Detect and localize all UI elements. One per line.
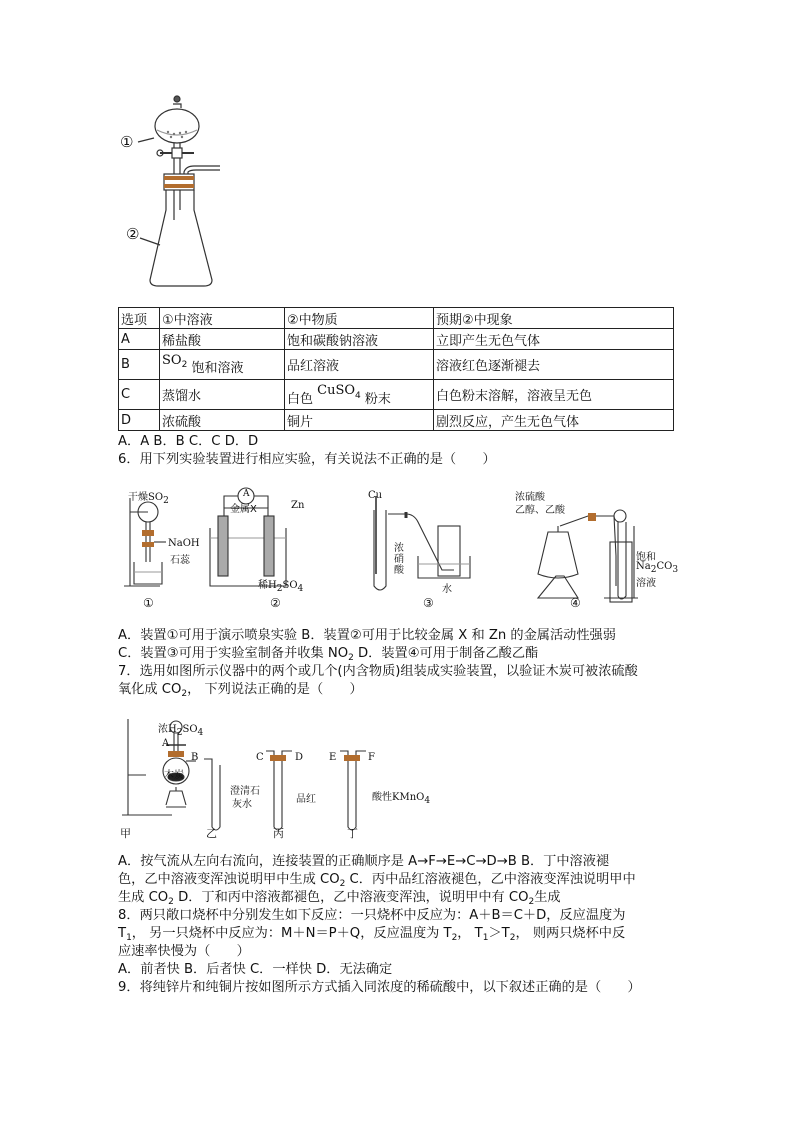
cell-phenomenon: 溶液红色逐渐褪去 xyxy=(434,350,674,380)
d3-number: ③ xyxy=(423,596,434,610)
d1-naoh-label: NaOH xyxy=(168,538,200,549)
cell-substance: 饱和碳酸钠溶液 xyxy=(285,329,434,350)
q6-stem: 6．用下列实验装置进行相应实验，有关说法不正确的是（ ） xyxy=(118,452,496,467)
d3-cu-label: Cu xyxy=(368,490,383,501)
d4-reagents-label-1: 浓硫酸 xyxy=(515,492,545,503)
q7-label-bing: 丙 xyxy=(273,827,284,840)
cell-option: B xyxy=(119,350,160,380)
q8-stem-line-3: 应速率快慢为（ ） xyxy=(118,944,250,959)
cell-option: C xyxy=(119,380,160,410)
q6-option-line-2: C．装置③可用于实验室制备并收集 $NO_2$ D．装置④可用于制备乙酸乙酯 xyxy=(118,646,539,663)
header-substance: ②中物质 xyxy=(285,308,434,329)
cell-solution: 稀盐酸 xyxy=(160,329,285,350)
q7-option-line-3: 生成 $CO_2$ D．丁和丙中溶液都褪色，乙中溶液变浑浊，说明甲中有 $CO_2$生成 xyxy=(118,890,561,907)
d2-zn-label: Zn xyxy=(291,500,305,511)
cell-substance: 白色 CuSO4 粉末 xyxy=(285,380,434,410)
q7-label-a: A xyxy=(162,738,170,749)
header-phenomenon: 预期②中现象 xyxy=(434,308,674,329)
q6-option-line-1: A．装置①可用于演示喷泉实验 B．装置②可用于比较金属 X 和 Zn 的金属活动性强弱 xyxy=(118,628,616,643)
label-2: ② xyxy=(126,225,140,243)
d1-number: ① xyxy=(143,596,154,610)
q5-answer-choices: A．A B．B C．C D．D xyxy=(118,434,259,449)
q7-fuchsin-label: 品红 xyxy=(296,794,316,805)
cell-solution: SO2 饱和溶液 xyxy=(160,350,285,380)
d2-number: ② xyxy=(270,596,281,610)
d4-number: ④ xyxy=(570,596,581,610)
cell-solution: 蒸馏水 xyxy=(160,380,285,410)
d2-acid-label: 稀H2SO4 xyxy=(258,580,304,594)
d4-saturated-label-2: Na2CO3 xyxy=(636,561,679,575)
table-row xyxy=(119,380,674,410)
cell-option: A xyxy=(119,329,160,350)
q7-limewater-label-1: 澄清石 xyxy=(230,786,260,797)
label-1: ① xyxy=(120,133,134,151)
cell-substance: 品红溶液 xyxy=(285,350,434,380)
cell-solution: 浓硫酸 xyxy=(160,410,285,431)
ammeter-icon: A xyxy=(243,489,250,499)
d4-reagents-label-2: 乙醇、乙酸 xyxy=(515,505,565,516)
q8-stem-line-2: $T_1$， 另一只烧杯中反应为：M＋N＝P＋Q，反应温度为 $T_2$， $T_1>T_2$， 则两只烧杯中反 xyxy=(118,926,626,943)
q7-charcoal-label: 木炭 xyxy=(164,770,184,781)
table-row xyxy=(119,350,674,380)
table-header-row xyxy=(119,308,674,329)
d1-litmus-label: 石蕊 xyxy=(170,555,190,566)
q7-acid-label: 浓H2SO4 xyxy=(158,724,204,738)
d1-dry-so2-label: 干燥SO2 xyxy=(128,492,169,506)
header-solution: ①中溶液 xyxy=(160,308,285,329)
q7-label-yi: 乙 xyxy=(206,827,217,840)
q7-label-c: C xyxy=(256,752,264,763)
q7-option-line-2: 色，乙中溶液变浑浊说明甲中生成 $CO_2$ C．丙中品红溶液褪色，乙中溶液变浑浊说明甲中 xyxy=(118,872,636,889)
cell-substance: 铜片 xyxy=(285,410,434,431)
q8-answer-choices: A．前者快 B．后者快 C．一样快 D．无法确定 xyxy=(118,962,393,977)
d2-metal-x-label: 金属X xyxy=(230,504,257,515)
q7-stem-line-1: 7．选用如图所示仪器中的两个或几个(内含物质)组装成实验装置，以验证木炭可被浓硫酸 xyxy=(118,664,638,679)
table-row xyxy=(119,329,674,350)
cell-option: D xyxy=(119,410,160,431)
d4-saturated-label-3: 溶液 xyxy=(636,578,656,589)
q7-stem-line-2: 氧化成 $CO_2$， 下列说法正确的是（ ） xyxy=(118,682,363,699)
d3-acid-label: 浓硝酸 xyxy=(394,543,404,576)
table-row xyxy=(119,410,674,431)
cell-phenomenon: 剧烈反应，产生无色气体 xyxy=(434,410,674,431)
q7-label-f: F xyxy=(368,752,375,763)
header-option: 选项 xyxy=(119,308,160,329)
q7-label-e: E xyxy=(329,752,337,763)
apparatus-figure-1 xyxy=(110,90,240,290)
d4-saturated-label-1: 饱和 xyxy=(636,552,656,563)
q7-label-ding: 丁 xyxy=(347,827,358,840)
d3-water-label: 水 xyxy=(442,584,452,595)
q7-option-line-1: A．按气流从左向右流向，连接装置的正确顺序是 A→F→E→C→D→B B．丁中溶液褪 xyxy=(118,854,610,869)
q7-kmno4-label: 酸性KMnO4 xyxy=(372,792,431,806)
cell-phenomenon: 白色粉末溶解，溶液呈无色 xyxy=(434,380,674,410)
cell-phenomenon: 立即产生无色气体 xyxy=(434,329,674,350)
q8-stem-line-1: 8．两只敞口烧杯中分别发生如下反应：一只烧杯中反应为：A＋B＝C＋D，反应温度为 xyxy=(118,908,626,923)
q7-label-b: B xyxy=(191,752,199,763)
q7-limewater-label-2: 灰水 xyxy=(232,799,252,810)
q7-label-jia: 甲 xyxy=(120,827,131,840)
q7-label-d: D xyxy=(295,752,304,763)
options-table xyxy=(118,307,674,431)
q9-stem: 9．将纯锌片和纯铜片按如图所示方式插入同浓度的稀硫酸中，以下叙述正确的是（ ） xyxy=(118,980,641,995)
